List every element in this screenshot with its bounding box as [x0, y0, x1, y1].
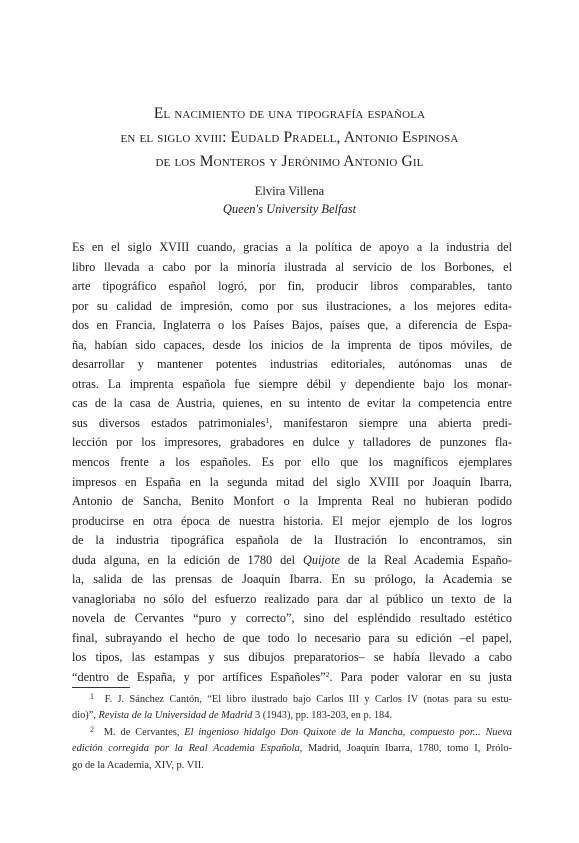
footnote-line	[72, 708, 512, 724]
journal-title: Revista de la Universidad de Madrid	[98, 710, 253, 722]
body-line: mencos frente a los españoles. Es por ello que los magníficos ejemplares	[72, 455, 512, 470]
footnote-line	[72, 692, 512, 708]
title-line: en el siglo xviii: Eudald Pradell, Antonio Espinosa	[120, 129, 459, 146]
author-name: Elvira Villena	[254, 184, 325, 198]
body-line: otras. La imprenta española fue siempre débil y dependiente bajo los monar-	[72, 376, 512, 391]
footnote-ref[interactable]: 2	[325, 670, 330, 680]
body-line: final, subrayando el hecho de que todo lo necesario para su edición –el papel,	[72, 630, 512, 645]
body-line: por su calidad de impresión, como por sus ilustraciones, a los mejores edita-	[72, 298, 512, 313]
title-line: de los Monteros y Jerónimo Antonio Gil	[155, 153, 424, 170]
footnote-text: M. de Cervantes,	[103, 726, 185, 738]
book-title: edición corregida por la Real Academia Española	[72, 743, 300, 755]
footnote-text: , Madrid, Joaquín Ibarra, 1780, tomo I, Prólo-	[299, 743, 512, 755]
footnote-line	[72, 741, 512, 757]
body-line: producirse en otra época de nuestra historia. El mejor ejemplo de los logros	[72, 513, 512, 528]
body-text	[72, 238, 512, 688]
title-line: El nacimiento de una tipografía española	[153, 105, 426, 122]
body-segment: sus diversos estados patrimoniales	[72, 415, 266, 430]
body-line	[72, 414, 512, 434]
body-segment: “dentro de España, y por artífices Españoles”	[72, 670, 326, 685]
body-line	[72, 668, 512, 688]
article-title	[40, 102, 539, 174]
book-title: El ingenioso hidalgo Don Quixote de la Mancha, compuesto por... Nueva	[184, 726, 512, 738]
body-line: novela de Cervantes “puro y correcto”, sino del espléndido resultado estético	[72, 611, 512, 626]
body-segment: , manifestaron siempre una abierta predi-	[269, 415, 512, 430]
body-line: de la industria tipográfica española de la Ilustración lo encontramos, sin	[72, 533, 512, 548]
body-line: dos en Francia, Inglaterra o los Países Bajos, países que, a diferencia de Espa-	[72, 318, 512, 333]
footnote-text: 3 (1943), pp. 183-203, en p. 184.	[252, 710, 393, 722]
body-line: Antonio de Sancha, Benito Monfort o la Imprenta Real no hubieran podido	[72, 494, 512, 509]
italic-title: Quijote	[303, 552, 340, 567]
footnote-number: 1	[90, 692, 94, 701]
footnotes	[72, 692, 512, 774]
body-segment: duda alguna, en la edición de 1780 del	[72, 552, 304, 567]
body-line: impresos en España en la segunda mitad del siglo XVIII por Joaquín Ibarra,	[72, 474, 512, 489]
body-line: cas de la casa de Austria, quienes, en su intento de evitar la competencia entre	[72, 396, 512, 411]
body-segment: . Para poder valorar en su justa	[329, 670, 513, 685]
footnote-ref[interactable]: 1	[265, 415, 270, 425]
body-segment: de la Real Academia Españo-	[339, 552, 512, 567]
footnote-separator	[72, 687, 130, 688]
body-line: la, salida de las prensas de Joaquín Ibarra. En su prólogo, la Academia se	[72, 572, 512, 587]
body-line: libro llevada a cabo por la minoría ilustrada al servicio de los Borbones, el	[72, 259, 512, 274]
body-line: Es en el siglo XVIII cuando, gracias a la política de apoyo a la industria del	[72, 240, 512, 254]
body-line	[72, 551, 512, 571]
footnote-number: 2	[90, 724, 94, 734]
body-line: arte tipográfico español logró, por fin, producir libros comparables, tanto	[72, 279, 512, 294]
body-line: ña, habían sido capaces, desde los inicios de la imprenta de tipos móviles, de	[72, 337, 512, 352]
footnote-line: go de la Academia, XIV, p. VII.	[72, 759, 204, 771]
footnote-line	[72, 725, 512, 741]
footnote-text: dio)”,	[72, 710, 99, 722]
author-affiliation: Queen's University Belfast	[222, 202, 357, 216]
body-line: lección por los impresores, grabadores en dulce y talladores de punzones fla-	[72, 435, 512, 450]
footnote-text: F. J. Sánchez Cantón, “El libro ilustrado bajo Carlos III y Carlos IV (notas para su estu-	[104, 694, 512, 705]
body-line: desarrollar y mantener potentes industrias editoriales, autónomas unas de	[72, 357, 512, 372]
body-line: los tipos, las estampas y sus dibujos preparatorios– se había llevado a cabo	[72, 650, 512, 665]
body-line: vanagloriaba no sólo del esfuerzo realizado para dar al público un texto de la	[72, 591, 512, 606]
